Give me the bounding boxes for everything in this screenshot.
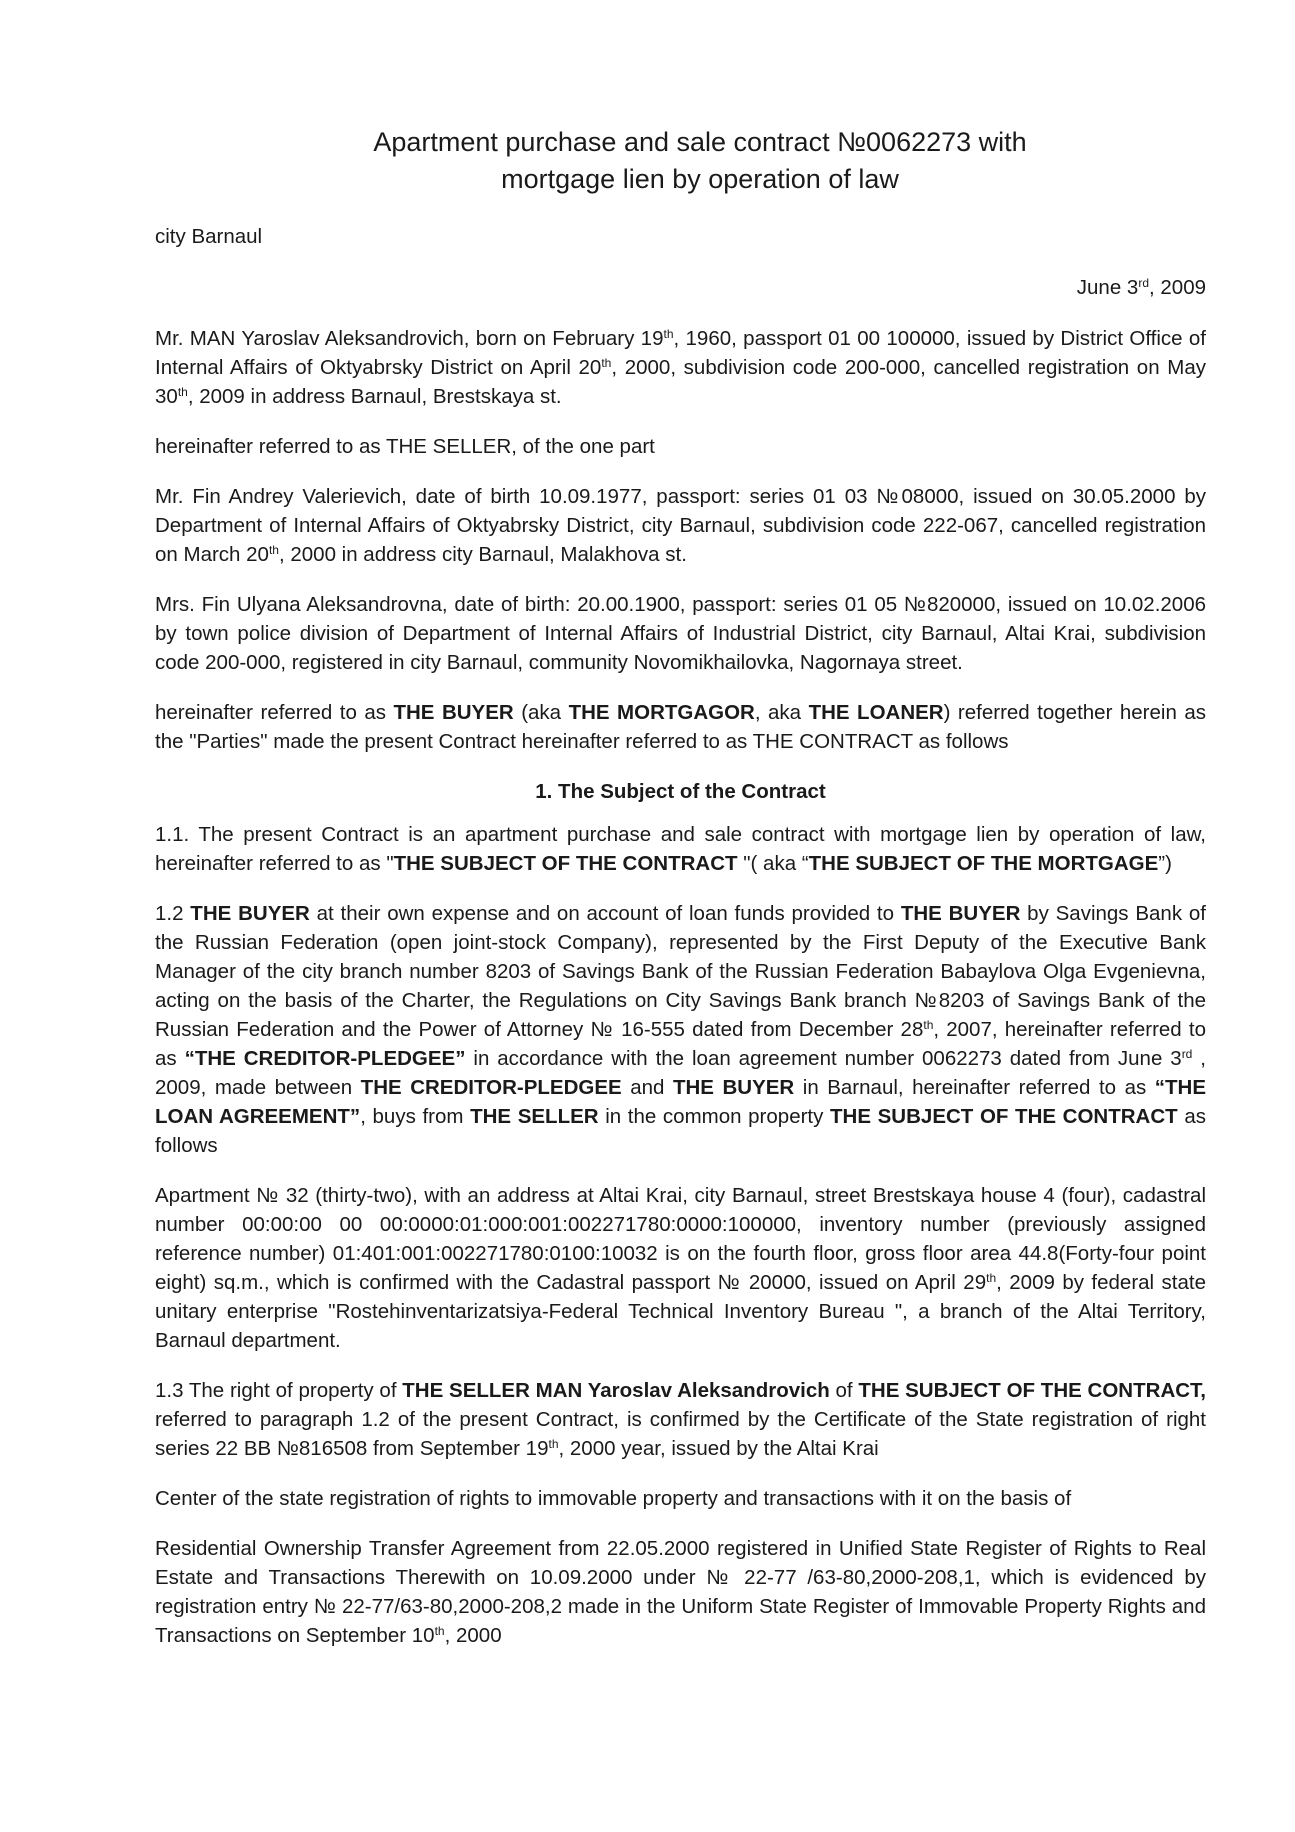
title-line-2: mortgage lien by operation of law bbox=[501, 164, 899, 194]
title-line-1: Apartment purchase and sale contract №0062273 with bbox=[373, 127, 1027, 157]
buyer-1-details-paragraph: Mr. Fin Andrey Valerievich, date of birth 10.09.1977, passport: series 01 03 №08000, issued on 30.05.2000 by Department of Internal Affairs of Oktyabrsky District, city Barnaul, subdivision code 222-067, cancelled registration on March 20th, 2000 in address city Barnaul, Malakhova st. bbox=[155, 485, 1206, 566]
ownership-transfer-paragraph: Residential Ownership Transfer Agreement from 22.05.2000 registered in Unified State Register of Rights to Real Estate and Transactions Therewith on 10.09.2000 under № 22-77 /63-80,2000-208,1, which is evidenced by registration entry № 22-77/63-80,2000-208,2 made in the Uniform State Register of Immovable Property Rights and Transactions on September 10th, 2000 bbox=[155, 1537, 1206, 1647]
registration-center-paragraph: Center of the state registration of rights to immovable property and transactions with it on the basis of bbox=[155, 1487, 1072, 1510]
document-title bbox=[300, 124, 1100, 198]
contract-place: city Barnaul bbox=[155, 225, 263, 248]
buyer-2-details-paragraph: Mrs. Fin Ulyana Aleksandrovna, date of birth: 20.00.1900, passport: series 01 05 №820000, issued on 10.02.2006 by town police division of Department of Internal Affairs of Industrial District, city Barnaul, Altai Krai, subdivision code 200-000, registered in city Barnaul, community Novomikhailovka, Nagornaya street. bbox=[155, 593, 1206, 674]
clause-1-2: 1.2 THE BUYER at their own expense and on account of loan funds provided to THE BUYER by Savings Bank of the Russian Federation (open joint-stock Company), represented by the First Deputy of the Executive Bank Manager of the city branch number 8203 of Savings Bank of the Russian Federation Babaylova Olga Evgenievna, acting on the basis of the Charter, the Regulations on City Savings Bank branch №8203 of Savings Bank of the Russian Federation and the Power of Attorney № 16-555 dated from December 28th, 2007, hereinafter referred to as “THE CREDITOR-PLEDGEE” in accordance with the loan agreement number 0062273 dated from June 3rd , 2009, made between THE CREDITOR-PLEDGEE and THE BUYER in Barnaul, hereinafter referred to as “THE LOAN AGREEMENT”, buys from THE SELLER in the common property THE SUBJECT OF THE CONTRACT as follows bbox=[155, 902, 1206, 1157]
seller-definition-paragraph: hereinafter referred to as THE SELLER, of the one part bbox=[155, 435, 655, 458]
apartment-description-paragraph: Apartment № 32 (thirty-two), with an address at Altai Krai, city Barnaul, street Brestskaya house 4 (four), cadastral number 00:00:00 00 00:0000:01:000:001:002271780:0000:100000, inventory number (previously assigned reference number) 01:401:001:002271780:0100:10032 is on the fourth floor, gross floor area 44.8(Forty-four point eight) sq.m., which is confirmed with the Cadastral passport № 20000, issued on April 29th, 2009 by federal state unitary enterprise "Rostehinventarizatsiya-Federal Technical Inventory Bureau ", a branch of the Altai Territory, Barnaul department. bbox=[155, 1184, 1206, 1352]
contract-body bbox=[155, 324, 1206, 1671]
contract-date: June 3rd, 2009 bbox=[1076, 276, 1206, 299]
section-1-heading: 1. The Subject of the Contract bbox=[535, 780, 826, 803]
clause-1-3: 1.3 The right of property of THE SELLER MAN Yaroslav Aleksandrovich of THE SUBJECT OF THE CONTRACT, referred to paragraph 1.2 of the present Contract, is confirmed by the Certificate of the State registration of right series 22 BB №816508 from September 19th, 2000 year, issued by the Altai Krai bbox=[155, 1379, 1206, 1460]
buyer-definition-paragraph: hereinafter referred to as THE BUYER (aka THE MORTGAGOR, aka THE LOANER) referred together herein as the "Parties" made the present Contract hereinafter referred to as THE CONTRACT as follows bbox=[155, 701, 1207, 753]
clause-1-1: 1.1. The present Contract is an apartment purchase and sale contract with mortgage lien by operation of law, hereinafter referred to as "THE SUBJECT OF THE CONTRACT "( aka “THE SUBJECT OF THE MORTGAGE”) bbox=[155, 823, 1206, 875]
seller-details-paragraph: Mr. MAN Yaroslav Aleksandrovich, born on February 19th, 1960, passport 01 00 100000, issued by District Office of Internal Affairs of Oktyabrsky District on April 20th, 2000, subdivision code 200-000, cancelled registration on May 30th, 2009 in address Barnaul, Brestskaya st. bbox=[155, 327, 1206, 408]
